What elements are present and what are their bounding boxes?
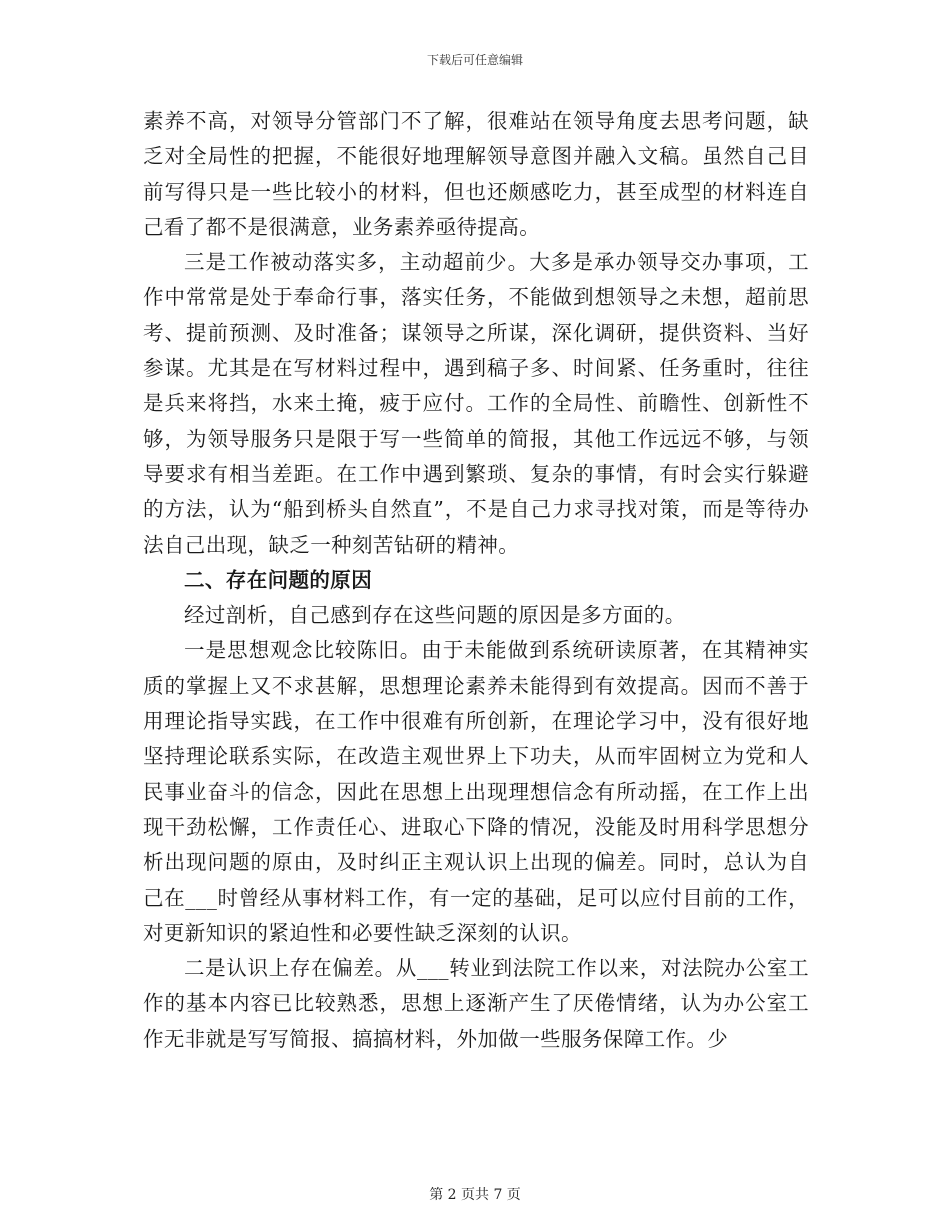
paragraph-reason-one: 一是思想观念比较陈旧。由于未能做到系统研读原著，在其精神实质的掌握上又不求甚解，思想理论素养未能得到有效提高。因而不善于用理论指导实践，在工作中很难有所创新，在理论学习中，没有很好地坚持理论联系实际，在改造主观世界上下功夫，从而牢固树立为党和人民事业奋斗的信念，因此在思想上出现理想信念有所动摇，在工作上出现干劲松懈，工作责任心、进取心下降的情况，没能及时用科学思想分析出现问题的原由，及时纠正主观认识上出现的偏差。同时，总认为自己在___时曾经从事材料工作，有一定的基础，足可以应付目前的工作，对更新知识的紧迫性和必要性缺乏深刻的认识。	[143, 638, 809, 945]
section-heading: 二、存在问题的原因	[184, 567, 373, 592]
document-body	[143, 104, 809, 1057]
paragraph-reason-two: 二是认识上存在偏差。从___转业到法院工作以来，对法院办公室工作的基本内容已比较熟悉，思想上逐渐产生了厌倦情绪，认为办公室工作无非就是写写简报、搞搞材料，外加做一些服务保障工作。少	[143, 956, 809, 1051]
paragraph-intro: 经过剖析，自己感到存在这些问题的原因是多方面的。	[184, 603, 686, 628]
paragraph-point-three: 三是工作被动落实多，主动超前少。大多是承办领导交办事项，工作中常常是处于奉命行事，落实任务，不能做到想领导之未想，超前思考、提前预测、及时准备；谋领导之所谋，深化调研，提供资料、当好参谋。尤其是在写材料过程中，遇到稿子多、时间紧、任务重时，往往是兵来将挡，水来土掩，疲于应付。工作的全局性、前瞻性、创新性不够，为领导服务只是限于写一些简单的简报，其他工作远远不够，与领导要求有相当差距。在工作中遇到繁琐、复杂的事情，有时会实行躲避的方法，认为“船到桥头自然直”，不是自己力求寻找对策，而是等待办法自己出现，缺乏一种刻苦钻研的精神。	[143, 250, 809, 557]
page-footer: 第 2 页共 7 页	[429, 1187, 521, 1203]
paragraph-continued: 素养不高，对领导分管部门不了解，很难站在领导角度去思考问题，缺乏对全局性的把握，不能很好地理解领导意图并融入文稿。虽然自己目前写得只是一些比较小的材料，但也还颇感吃力，甚至成型的材料连自己看了都不是很满意，业务素养亟待提高。	[143, 109, 809, 239]
page-header: 下载后可任意编辑	[426, 53, 523, 67]
